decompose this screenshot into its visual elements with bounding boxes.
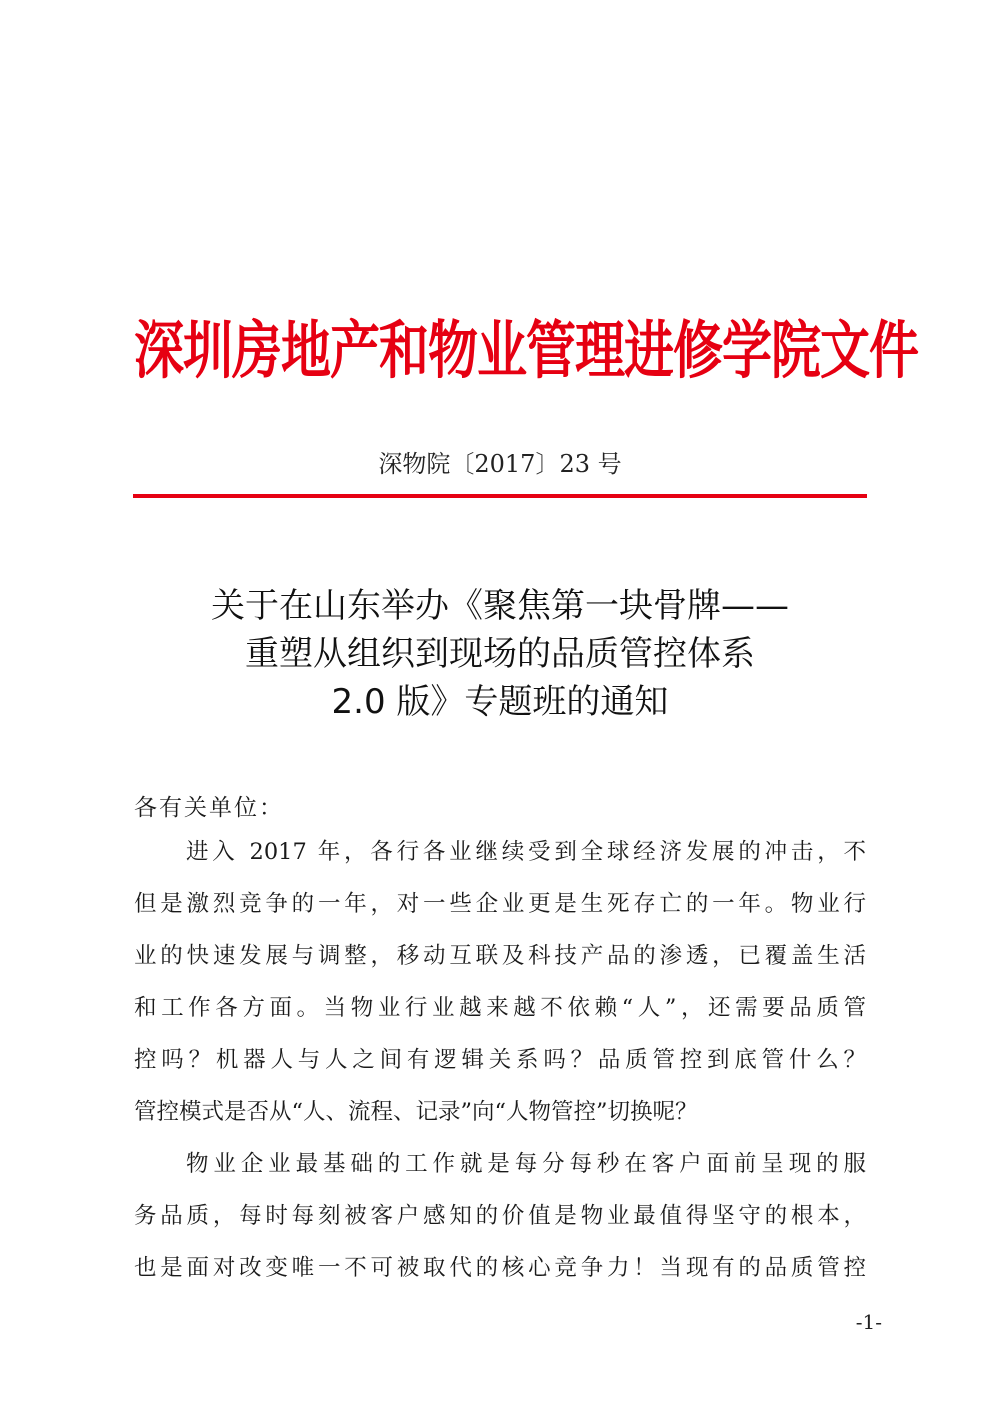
notice-title-line-3: 2.0 版》专题班的通知: [331, 682, 669, 722]
document-masthead: 深圳房地产和物业管理进修学院文件: [134, 314, 918, 387]
red-divider-rule: [133, 494, 867, 498]
body-line: 管控模式是否从“人、流程、记录”向“人物管控”切换呢？: [134, 1099, 698, 1125]
body-line: 控吗？机器人与人之间有逻辑关系吗？品质管控到底管什么？: [134, 1047, 866, 1073]
body-line: 和工作各方面。当物业行业越来越不依赖“人”，还需要品质管: [134, 995, 866, 1021]
body-line: 也是面对改变唯一不可被取代的核心竞争力！当现有的品质管控: [134, 1255, 866, 1281]
notice-title: [134, 582, 866, 726]
salutation: 各有关单位：: [134, 795, 284, 821]
body-line: 务品质，每时每刻被客户感知的价值是物业最值得坚守的根本，: [134, 1203, 866, 1229]
document-number: 深物院〔2017〕23 号: [378, 450, 622, 478]
body-line: 进入 2017 年，各行各业继续受到全球经济发展的冲击，不: [186, 839, 866, 865]
page-number: -1-: [855, 1310, 882, 1334]
body-line: 物业企业最基础的工作就是每分每秒在客户面前呈现的服: [186, 1151, 866, 1177]
body-line: 业的快速发展与调整，移动互联及科技产品的渗透，已覆盖生活: [134, 943, 866, 969]
body-line: 但是激烈竞争的一年，对一些企业更是生死存亡的一年。物业行: [134, 891, 866, 917]
notice-title-line-1: 关于在山东举办《聚焦第一块骨牌——: [211, 586, 789, 626]
notice-title-line-2: 重塑从组织到现场的品质管控体系: [245, 634, 755, 674]
